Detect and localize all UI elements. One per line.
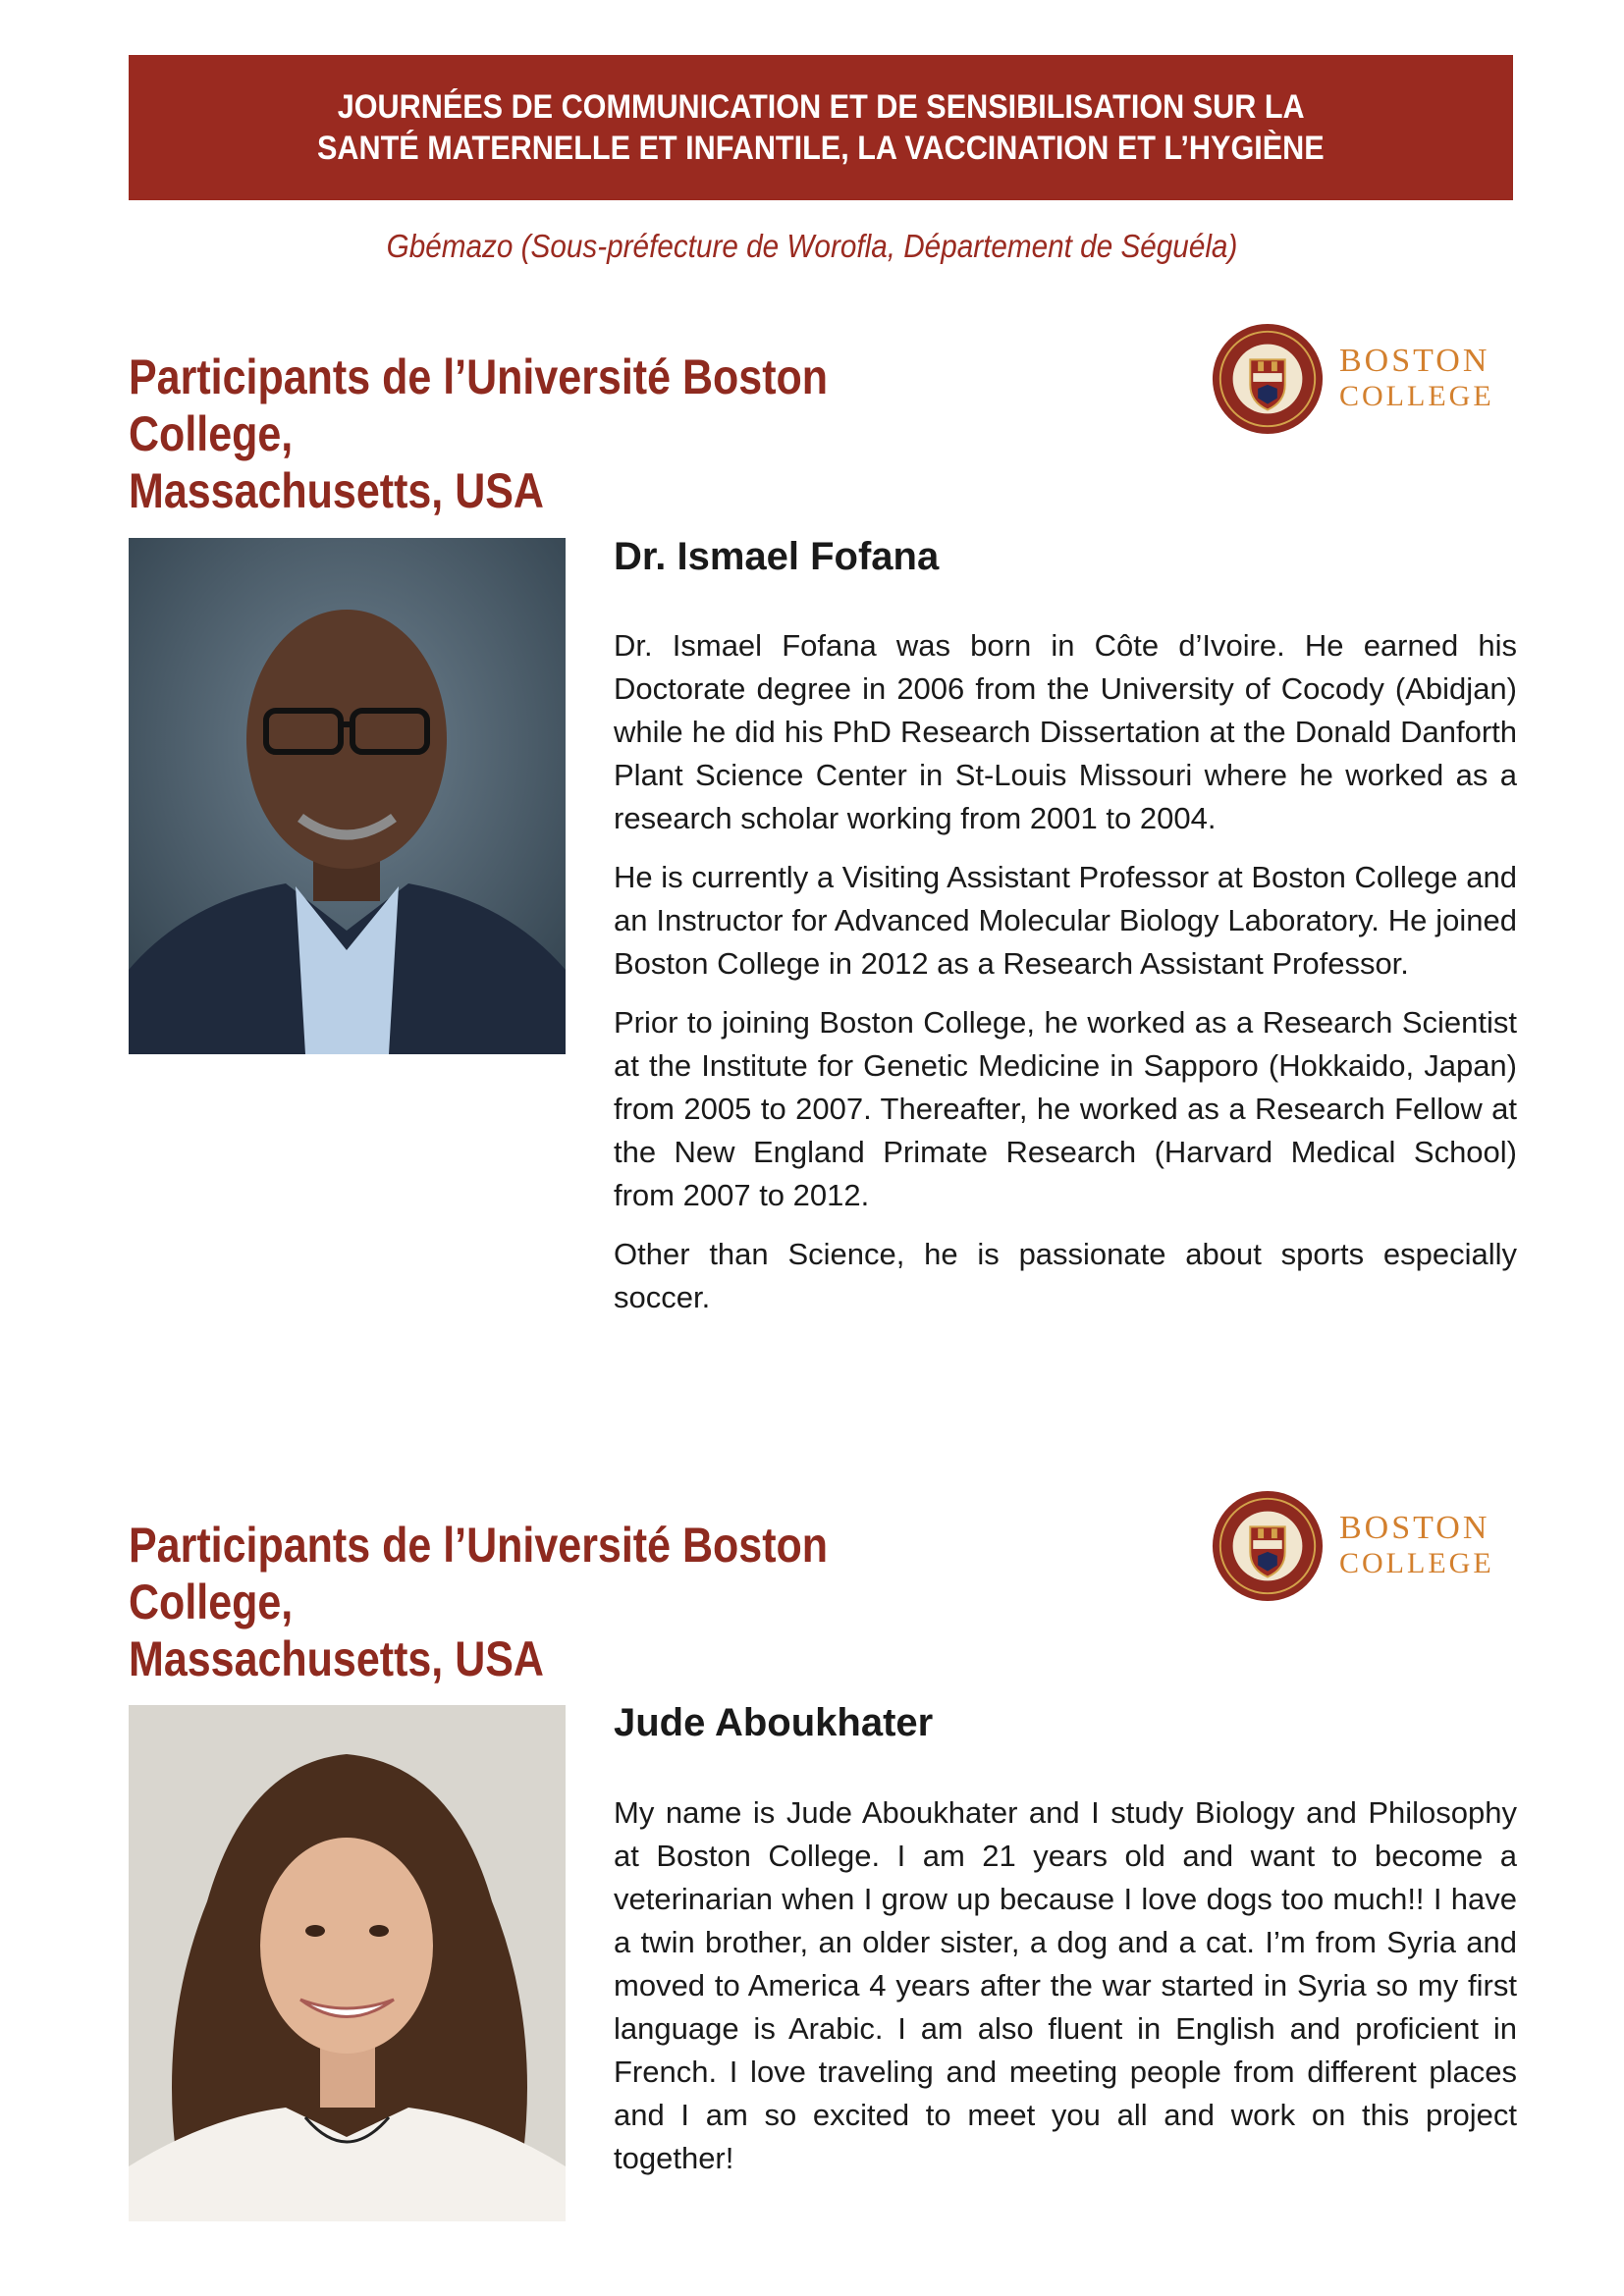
logo-word-boston: BOSTON <box>1339 1510 1490 1546</box>
section-title-line-2: Massachusetts, USA <box>129 1631 544 1686</box>
bio-paragraph: Prior to joining Boston College, he worked as a Research Scientist at the Institute for Genetic Medicine in Sapporo (Hokkaido, Japan) from 2005 to 2007. Thereafter, he worked as a Research Fellow at the New England Primate Research (Harvard Medical School) from 2007 to 2012. <box>614 1005 1517 1212</box>
bio-paragraph: My name is Jude Aboukhater and I study Biology and Philosophy at Boston College. I am 21 years old and want to become a veterinarian when I grow up because I love dogs too much!! I have a twin brother, an older sister, a dog and a cat. I’m from Syria and moved to America 4 years after the war started in Syria so my first language is Arabic. I am also fluent in English and proficient in French. I love traveling and meeting people from different places and I am so excited to meet you all and work on this project together! <box>614 1795 1517 2175</box>
boston-college-seal-icon <box>1210 1488 1326 1604</box>
boston-college-logo <box>1210 1487 1524 1605</box>
bio-paragraph: Dr. Ismael Fofana was born in Côte d’Ivoire. He earned his Doctorate degree in 2006 from the University of Cocody (Abidjan) while he did his PhD Research Dissertation at the Donald Danforth Plant Science Center in St-Louis Missouri where he worked as a research scholar working from 2001 to 2004. <box>614 628 1517 835</box>
section-title-line-1: Participants de l’Université Boston College, <box>129 1518 829 1629</box>
portrait-photo-ismael-fofana <box>129 538 566 1054</box>
person-name: Jude Aboukhater <box>614 1701 934 1744</box>
bio-text <box>614 624 1517 1335</box>
section-title <box>129 348 973 519</box>
section-title-line-1: Participants de l’Université Boston College, <box>129 349 829 461</box>
bio-paragraph: He is currently a Visiting Assistant Professor at Boston College and an Instructor for Advanced Molecular Biology Laboratory. He joined Boston College in 2012 as a Research Assistant Professor. <box>614 860 1517 981</box>
bio-text <box>614 1791 1517 2196</box>
logo-word-college: COLLEGE <box>1339 380 1494 412</box>
portrait-photo-jude-aboukhater <box>129 1705 566 2221</box>
boston-college-logo <box>1210 320 1524 438</box>
boston-college-seal-icon <box>1210 321 1326 437</box>
location-subtitle: Gbémazo (Sous-préfecture de Worofla, Département de Séguéla) <box>386 228 1238 264</box>
logo-wordmark <box>1339 1511 1494 1581</box>
section-title <box>129 1517 973 1687</box>
logo-word-college: COLLEGE <box>1339 1547 1494 1579</box>
header-title-line-1: JOURNÉES DE COMMUNICATION ET DE SENSIBILISATION SUR LA <box>337 88 1305 126</box>
logo-word-boston: BOSTON <box>1339 343 1490 379</box>
person-name: Dr. Ismael Fofana <box>614 535 940 578</box>
header-title-line-2: SANTÉ MATERNELLE ET INFANTILE, LA VACCINATION ET L’HYGIÈNE <box>317 130 1325 167</box>
bio-paragraph: Other than Science, he is passionate about sports especially soccer. <box>614 1237 1517 1314</box>
section-title-line-2: Massachusetts, USA <box>129 463 544 518</box>
header-banner <box>129 55 1513 200</box>
logo-wordmark <box>1339 344 1494 414</box>
